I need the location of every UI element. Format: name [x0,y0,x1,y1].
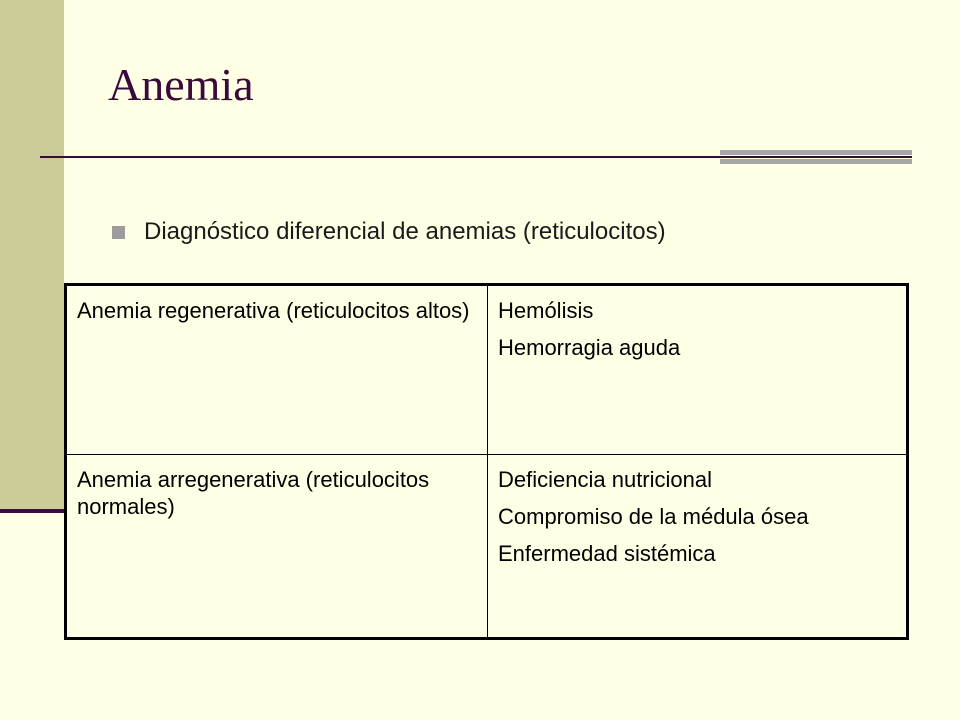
accent-bar-top [720,150,912,155]
bullet-text: Diagnóstico diferencial de anemias (reticulocitos) [144,218,666,245]
decorative-left-band-underline [0,509,64,513]
causes-cell [488,285,908,455]
slide-title: Anemia [108,59,254,110]
differential-diagnosis-table [64,283,909,640]
cause-item: Deficiencia nutricional [498,467,712,492]
category-label: Anemia arregenerativa (reticulocitos normales) [77,467,430,519]
category-label: Anemia regenerativa (reticulocitos altos) [77,298,470,323]
table-row [66,285,908,455]
cause-item: Hemólisis [498,298,594,323]
cause-item: Compromiso de la médula ósea [498,503,809,529]
decorative-left-band [0,0,64,510]
square-bullet-icon [112,226,125,239]
category-cell [66,455,488,639]
title-divider-accent [720,150,912,164]
category-cell [66,285,488,455]
cause-item: Enfermedad sistémica [498,540,716,566]
bullet-item [112,218,666,246]
cause-item: Hemorragia aguda [498,334,681,360]
causes-cell [488,455,908,639]
accent-bar-bottom [720,159,912,164]
table-row [66,455,908,639]
